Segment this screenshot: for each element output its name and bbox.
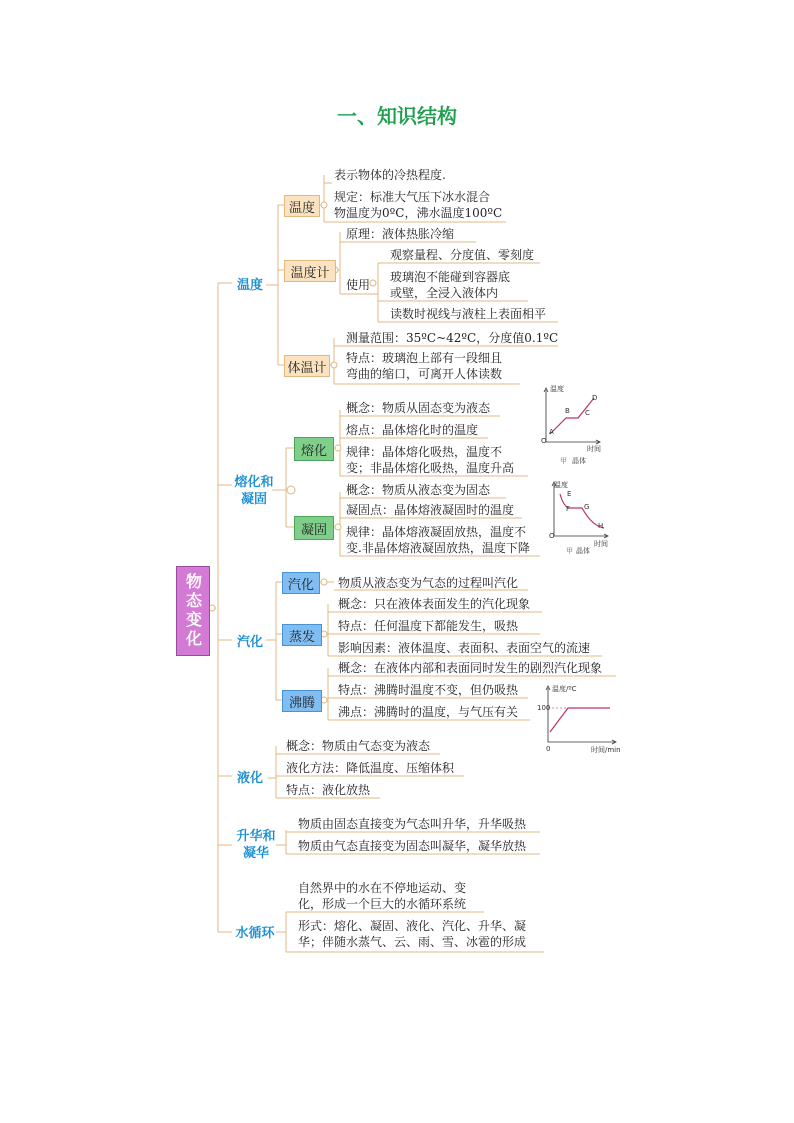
node-melting: [234, 474, 274, 508]
graph1-caption-red: 甲: [560, 457, 567, 465]
leaf-boil-feature: 特点：沸腾时温度不变，但仍吸热: [338, 683, 519, 697]
box-solidify: 凝固: [294, 516, 334, 540]
graph1-point-b: B: [565, 407, 570, 415]
graph3-origin: 0: [546, 745, 551, 753]
graph2-origin: O: [549, 532, 555, 540]
box-evaporate: 蒸发: [282, 624, 322, 646]
leaf-use-1: 观察量程、分度值、零刻度: [390, 248, 535, 262]
leaf-thermometer-principle: 原理：液体热胀冷缩: [346, 227, 455, 241]
leaf-water-2: 化，形成一个巨大的水循环系统: [298, 897, 467, 911]
graph3-ylabel: 温度/ºC: [552, 685, 577, 693]
node-melting-line2: 凝固: [240, 492, 267, 507]
leaf-sublimation: 物质由固态直接变为气态叫升华，升华吸热: [298, 817, 527, 831]
leaf-wendu-def: 表示物体的冷热程度.: [334, 168, 446, 182]
leaf-melt-concept: 概念：物质从固态变为液态: [346, 401, 491, 415]
leaf-wendu-rule-1: 规定：标准大气压下冰水混合: [334, 190, 491, 204]
graph2-ylabel: 温度: [554, 481, 568, 489]
leaf-solid-concept: 概念：物质从液态变为固态: [346, 483, 491, 497]
leaf-thermometer-use: 使用: [346, 278, 371, 292]
leaf-melt-rule-1: 规律：晶体熔化吸热，温度不: [346, 445, 503, 459]
leaf-use-2: 玻璃泡不能碰到容器底: [390, 270, 511, 284]
leaf-desublimation: 物质由气态直接变为固态叫凝华，凝华放热: [298, 839, 527, 853]
node-sublimate: [234, 828, 278, 862]
box-thermometer: 温度计: [284, 260, 336, 282]
leaf-use-3: 或壁，全浸入液体内: [390, 286, 499, 300]
leaf-melt-point: 熔点：晶体熔化时的温度: [346, 423, 479, 437]
node-vaporize: 汽化: [236, 635, 263, 650]
leaf-wendu-rule-2: 物温度为0ºC，沸水温度100ºC: [334, 206, 503, 220]
graph1-ylabel: 温度: [550, 385, 564, 393]
leaf-use-4: 读数时视线与液柱上表面相平: [390, 307, 547, 321]
graph2-point-e: E: [567, 490, 572, 498]
leaf-liquefy-concept: 概念：物质由气态变为液态: [286, 739, 431, 753]
leaf-clinical-feature-1: 特点：玻璃泡上部有一段细且: [346, 351, 503, 365]
box-clinical-thermometer: 体温计: [284, 355, 330, 377]
node-sublimate-line2: 凝华: [242, 846, 269, 861]
leaf-liquefy-method: 液化方法：降低温度、压缩体积: [286, 761, 455, 775]
graph3-xlabel: 时间/min: [591, 746, 621, 754]
node-liquefy: 液化: [236, 771, 263, 786]
leaf-water-3: 形式：熔化、凝固、液化、汽化、升华、凝: [298, 919, 527, 933]
box-boil: 沸腾: [282, 690, 322, 712]
root-node: 物态变化: [176, 566, 210, 656]
graph2-xlabel: 时间: [594, 540, 608, 548]
graph2-point-g: G: [584, 503, 590, 511]
leaf-evap-concept: 概念：只在液体表面发生的汽化现象: [338, 597, 531, 611]
leaf-boil-concept: 概念：在液体内部和表面同时发生的剧烈汽化现象: [338, 661, 603, 675]
leaf-liquefy-feature: 特点：液化放热: [286, 783, 371, 797]
graph1-point-c: C: [585, 409, 590, 417]
leaf-solid-rule-2: 变.非晶体熔液凝固放热，温度下降: [346, 541, 530, 555]
leaf-water-1: 自然界中的水在不停地运动、变: [298, 881, 467, 895]
node-melting-line1: 熔化和: [234, 475, 274, 490]
leaf-solid-point: 凝固点：晶体熔液凝固时的温度: [346, 503, 515, 517]
leaf-melt-rule-2: 变；非晶体熔化吸热，温度升高: [346, 461, 515, 475]
graph2-caption-red: 甲: [566, 547, 573, 555]
leaf-solid-rule-1: 规律：晶体熔液凝固放热，温度不: [346, 525, 527, 539]
page-title: 一、知识结构: [337, 104, 457, 128]
leaf-water-4: 华；伴随水蒸气、云、雨、雪、冰雹的形成: [298, 935, 527, 949]
box-melt: 熔化: [294, 437, 334, 461]
node-sublimate-line1: 升华和: [236, 829, 276, 844]
graph2-point-h: H: [598, 522, 604, 530]
node-temperature: 温度: [236, 278, 263, 293]
leaf-evap-factors: 影响因素：液体温度、表面积、表面空气的流速: [338, 641, 591, 655]
box-wendu: 温度: [284, 195, 320, 217]
leaf-evap-feature: 特点：任何温度下都能发生，吸热: [338, 619, 519, 633]
graph1-origin: O: [541, 437, 547, 445]
leaf-clinical-range: 测量范围：35ºC~42ºC，分度值0.1ºC: [346, 331, 559, 345]
graph1-caption: 晶体: [572, 457, 586, 465]
graph1-xlabel: 时间: [587, 445, 601, 453]
leaf-vaporize-def: 物质从液态变为气态的过程叫汽化: [338, 576, 519, 590]
graph3-ytick: 100: [537, 704, 551, 712]
graph1-point-a: A: [549, 428, 554, 436]
leaf-boil-point: 沸点：沸腾时的温度，与气压有关: [338, 705, 519, 719]
box-vaporize: 汽化: [282, 572, 320, 594]
leaf-clinical-feature-2: 弯曲的缩口，可离开人体读数: [346, 367, 503, 381]
graph1-point-d: D: [592, 394, 598, 402]
graph2-caption: 晶体: [576, 547, 590, 555]
node-water-cycle: 水循环: [235, 926, 275, 941]
graph2-point-f: F: [566, 505, 571, 513]
